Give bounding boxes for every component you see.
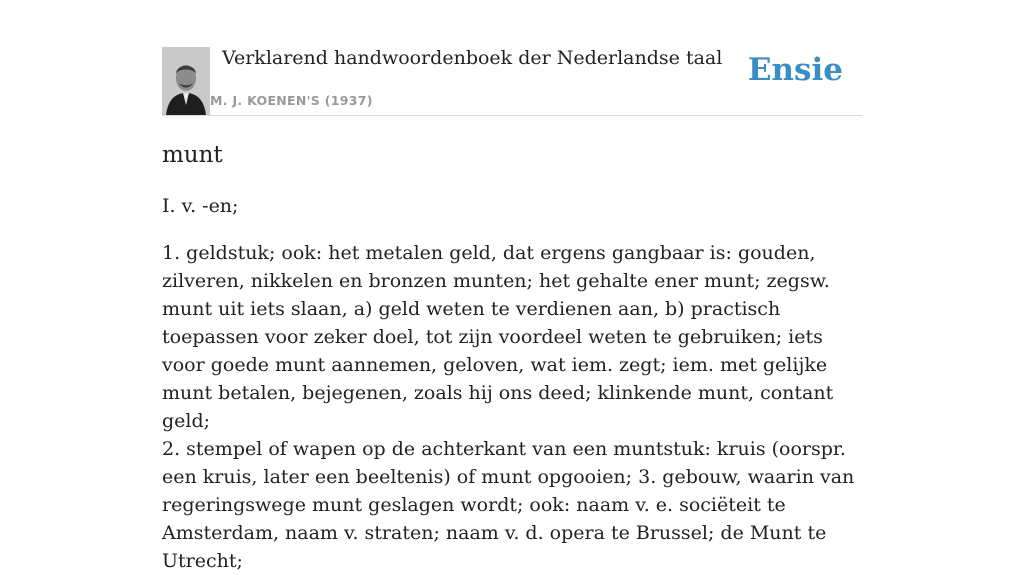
book-title: Verklarend handwoordenboek der Nederlandse taal — [222, 47, 723, 69]
page — [162, 0, 862, 572]
ensie-logo-link[interactable]: Ensie — [747, 52, 843, 88]
entry-definition — [162, 192, 862, 575]
author-portrait-icon — [162, 47, 210, 115]
book-edition: M. J. KOENEN'S (1937) — [210, 93, 373, 108]
dictionary-header — [162, 0, 862, 116]
entry-sense-2-3: 2. stempel of wapen op de achterkant van een muntstuk: kruis (oorspr. een kruis, later een beeltenis) of munt opgooien; 3. gebouw, waarin van regeringswege munt geslagen wordt; ook: naam v. e. sociëteit te Amsterdam, naam v. straten; naam v. d. opera te Brussel; de Munt te Utrecht; — [162, 438, 855, 572]
entry-headword: munt — [162, 142, 223, 168]
entry-sense-1: 1. geldstuk; ook: het metalen geld, dat ergens gangbaar is: gouden, zilveren, nikkelen en bronzen munten; het gehalte ener munt; zegsw. munt uit iets slaan, a) geld weten te verdienen aan, b) practisch toepassen voor zeker doel, tot zijn voordeel weten te gebruiken; iets voor goede munt aannemen, geloven, wat iem. zegt; iem. met gelijke munt betalen, bejegenen, zoals hij ons deed; klinkende munt, contant geld; — [162, 242, 834, 432]
entry-grammar: I. v. -en; — [162, 195, 239, 217]
